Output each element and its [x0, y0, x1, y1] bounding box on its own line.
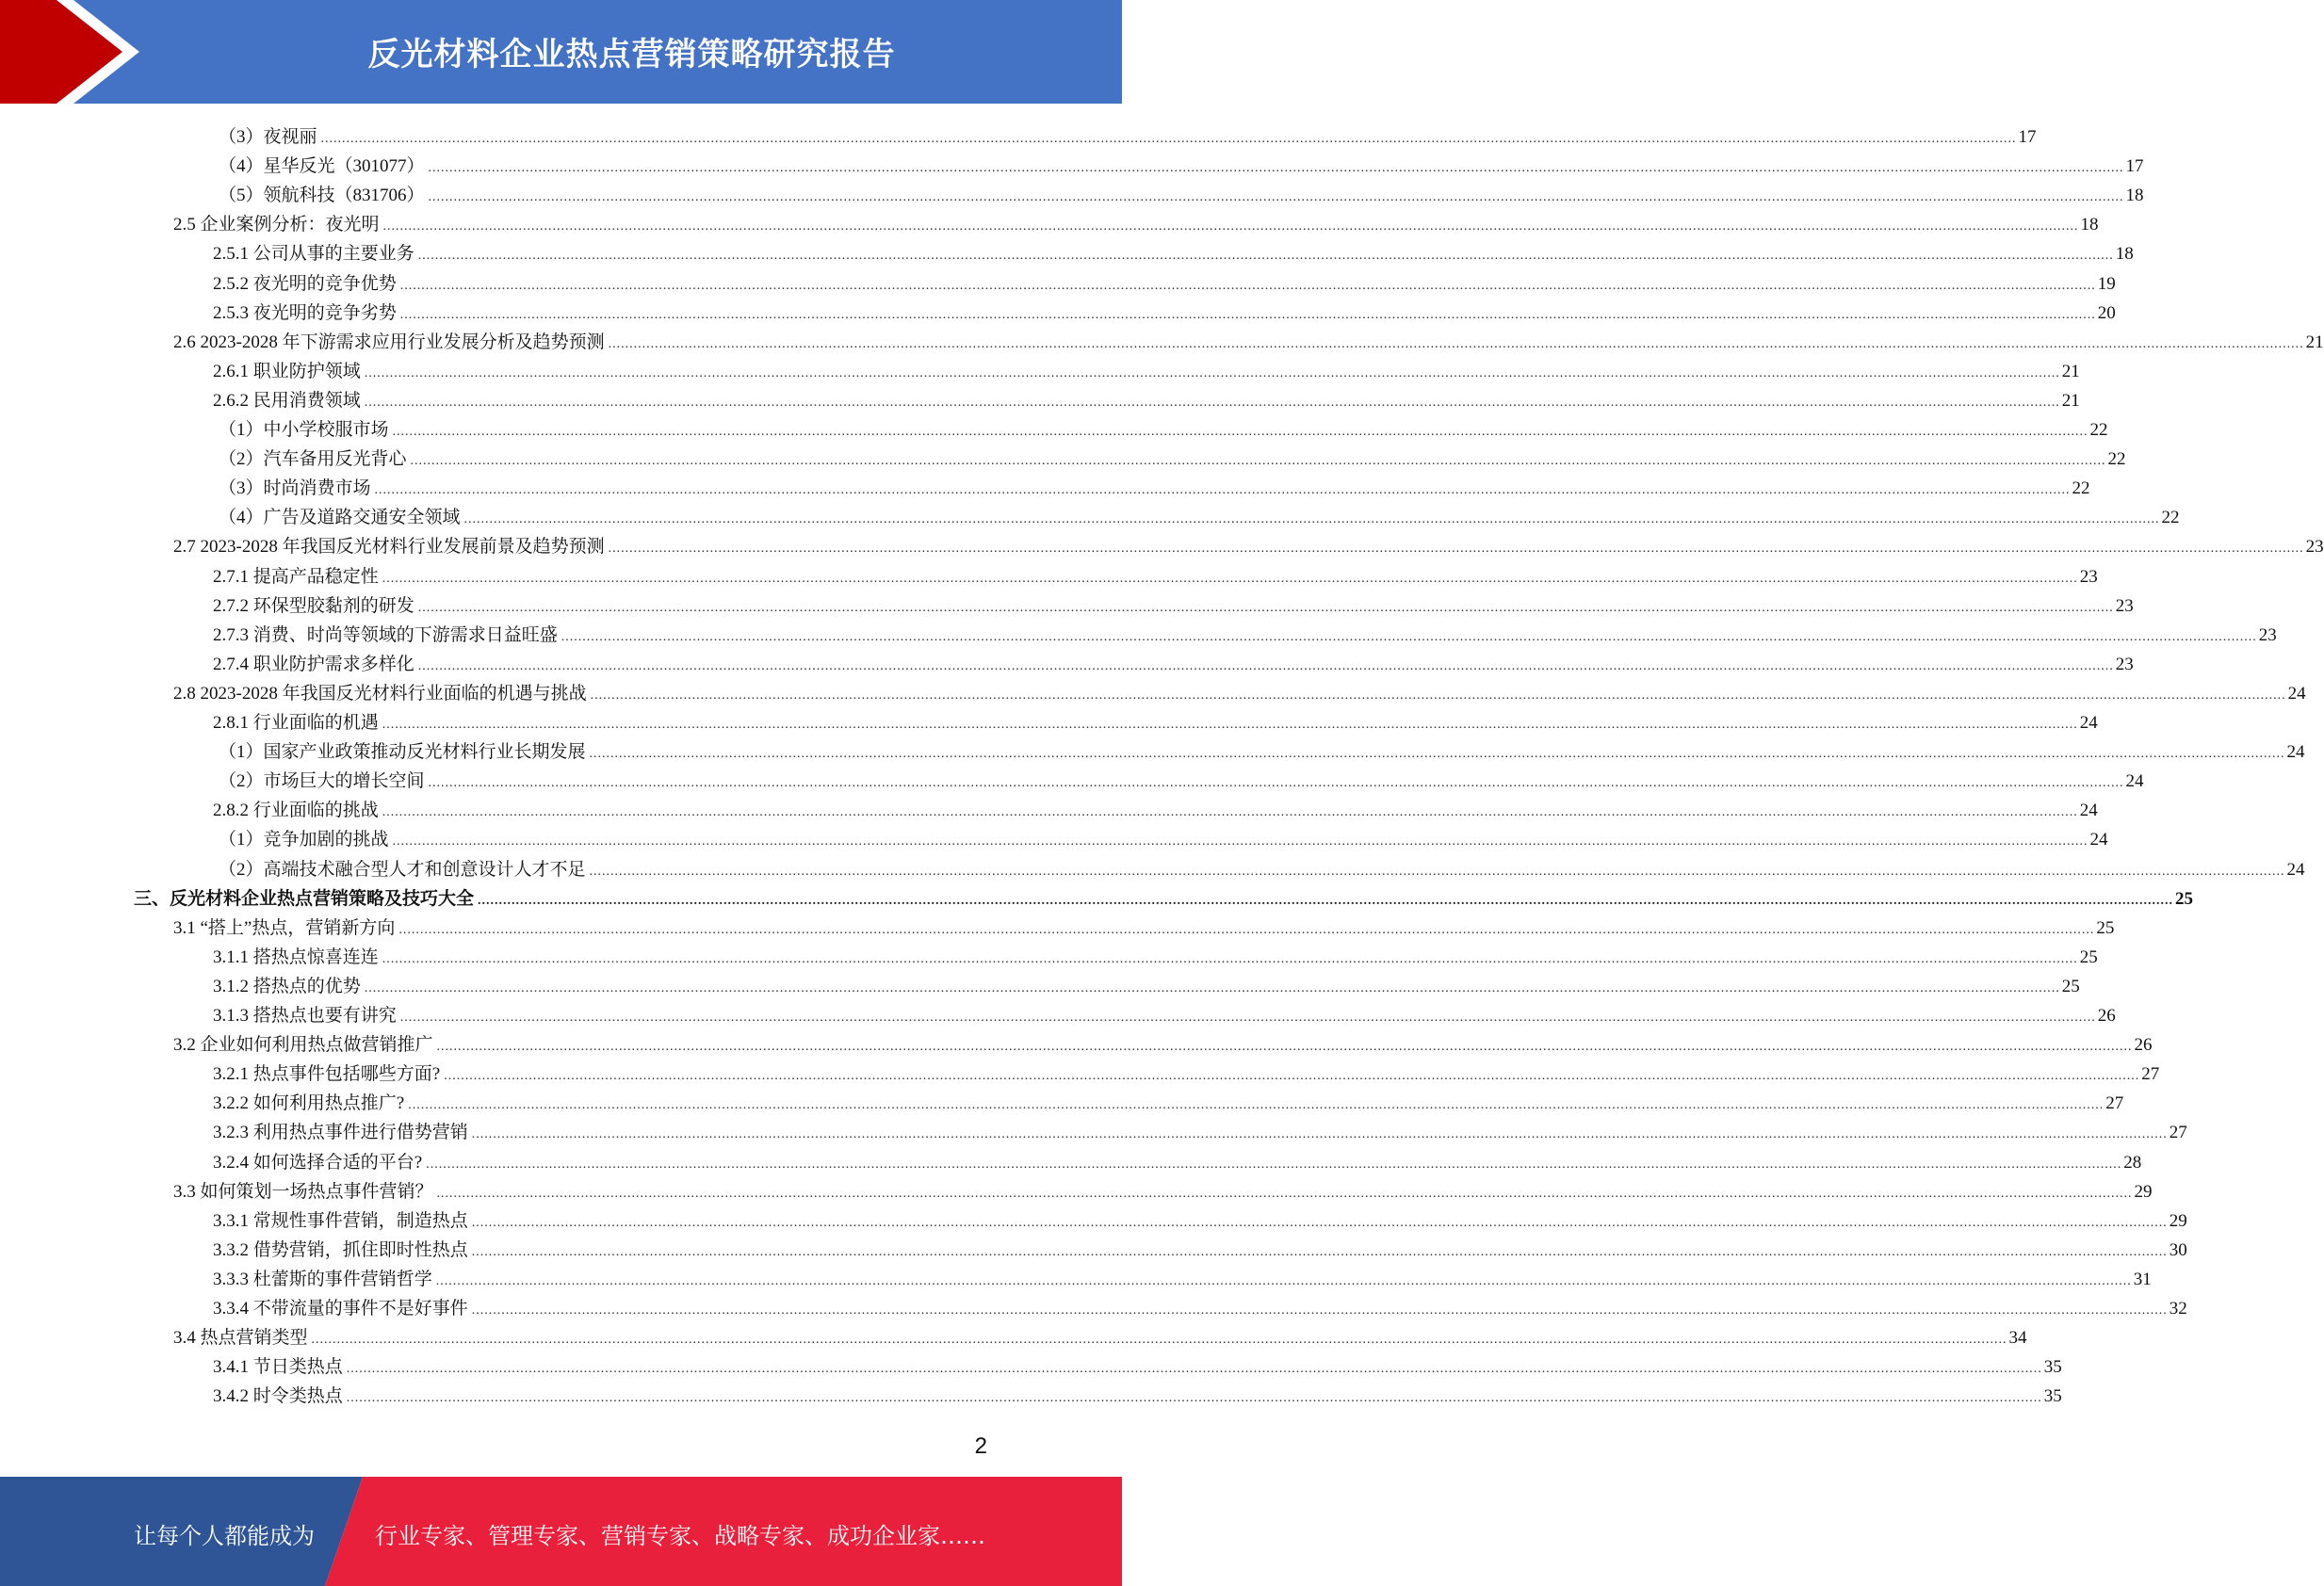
toc-entry[interactable]	[213, 997, 2116, 1027]
toc-leader-dots: ................................................................................................................................................................................................................................................................................................................................................................................................................	[471, 1244, 2168, 1259]
toc-leader-dots: ................................................................................................................................................................................................................................................................................................................................................................................................................	[392, 425, 2088, 439]
toc-entry[interactable]	[219, 441, 2126, 470]
toc-entry[interactable]	[213, 1232, 2187, 1261]
toc-entry-page: 29	[2134, 1181, 2153, 1202]
toc-leader-dots: ................................................................................................................................................................................................................................................................................................................................................................................................................	[408, 1098, 2105, 1113]
toc-entry-page: 23	[2079, 566, 2098, 587]
footer-slogan-right: 行业专家、管理专家、营销专家、战略专家、成功企业家……	[375, 1523, 985, 1549]
toc-entry[interactable]	[213, 1261, 2152, 1290]
toc-leader-dots: ................................................................................................................................................................................................................................................................................................................................................................................................................	[471, 1303, 2168, 1318]
toc-entry[interactable]	[219, 821, 2108, 850]
toc-entry-page: 18	[2080, 215, 2099, 235]
toc-entry[interactable]	[213, 968, 2080, 997]
toc-leader-dots: ................................................................................................................................................................................................................................................................................................................................................................................................................	[444, 1069, 2140, 1084]
toc-entry-title: 2.6.2 民用消费领域	[213, 390, 361, 411]
toc-leader-dots: ................................................................................................................................................................................................................................................................................................................................................................................................................	[346, 1391, 2042, 1406]
toc-entry-page: 21	[2305, 332, 2324, 352]
toc-entry-title: 3.2.4 如何选择合适的平台?	[213, 1152, 423, 1173]
toc-entry-title: 3.3.4 不带流量的事件不是好事件	[213, 1299, 468, 1319]
toc-entry[interactable]	[173, 910, 2115, 939]
toc-entry-page: 24	[2079, 801, 2098, 821]
toc-entry-page: 25	[2096, 917, 2115, 938]
toc-entry-title: （1）竞争加剧的挑战	[219, 830, 389, 850]
toc-entry[interactable]	[213, 646, 2134, 675]
toc-entry-title: 三、反光材料企业热点营销策略及技巧大全	[134, 888, 475, 909]
toc-entry[interactable]	[213, 235, 2134, 265]
toc-entry[interactable]	[213, 266, 2116, 295]
toc-entry-page: 25	[2061, 976, 2080, 996]
toc-entry[interactable]	[219, 177, 2144, 206]
toc-leader-dots: ................................................................................................................................................................................................................................................................................................................................................................................................................	[364, 365, 2060, 380]
page-header	[0, 0, 1122, 104]
toc-entry-page: 29	[2169, 1210, 2187, 1231]
toc-entry-page: 18	[2125, 186, 2144, 206]
toc-entry-page: 26	[2134, 1035, 2153, 1056]
toc-entry-title: 2.6.1 职业防护领域	[213, 361, 361, 381]
report-title: 反光材料企业热点营销策略研究报告	[367, 36, 896, 73]
toc-entry-title: 3.3 如何策划一场热点事件营销？	[173, 1181, 433, 1202]
toc-entry-page: 28	[2123, 1152, 2142, 1173]
toc-entry-title: 3.4.2 时令类热点	[213, 1386, 343, 1407]
header-arrow-decoration	[0, 0, 141, 104]
toc-leader-dots: ................................................................................................................................................................................................................................................................................................................................................................................................................	[463, 512, 2160, 527]
toc-leader-dots: ................................................................................................................................................................................................................................................................................................................................................................................................................	[471, 1127, 2168, 1142]
toc-entry-title: 3.1 “搭上”热点，营销新方向	[173, 917, 396, 938]
toc-entry-title: （4）星华反光（301077）	[219, 156, 425, 177]
toc-entry-page: 26	[2097, 1006, 2116, 1026]
toc-entry-title: 2.8 2023-2028 年我国反光材料行业面临的机遇与挑战	[173, 683, 587, 704]
toc-entry-title: （4）广告及道路交通安全领域	[219, 508, 461, 528]
toc-entry-title: 3.3.1 常规性事件营销，制造热点	[213, 1210, 468, 1231]
footer-slogan-left: 让每个人都能成为	[134, 1523, 315, 1549]
toc-leader-dots: ................................................................................................................................................................................................................................................................................................................................................................................................................	[417, 600, 2114, 615]
toc-entry-title: 3.2.1 热点事件包括哪些方面?	[213, 1064, 441, 1085]
toc-entry[interactable]	[213, 617, 2277, 646]
toc-entry-title: （5）领航科技（831706）	[219, 186, 425, 206]
toc-entry-page: 32	[2169, 1299, 2187, 1319]
toc-entry-title: 2.7.3 消费、时尚等领域的下游需求日益旺盛	[213, 624, 558, 645]
toc-leader-dots: ................................................................................................................................................................................................................................................................................................................................................................................................................	[589, 864, 2285, 879]
toc-entry-title: 2.8.1 行业面临的机遇	[213, 713, 379, 733]
toc-entry-title: （1）国家产业政策推动反光材料行业长期发展	[219, 742, 586, 763]
toc-leader-dots: ................................................................................................................................................................................................................................................................................................................................................................................................................	[382, 805, 2078, 820]
toc-leader-dots: ................................................................................................................................................................................................................................................................................................................................................................................................................	[382, 718, 2078, 732]
toc-leader-dots: ................................................................................................................................................................................................................................................................................................................................................................................................................	[436, 1040, 2133, 1055]
toc-entry[interactable]	[213, 1290, 2187, 1319]
toc-entry-title: 2.5.2 夜光明的竞争优势	[213, 273, 397, 294]
toc-entry[interactable]	[219, 412, 2108, 441]
page-number: 2	[974, 1433, 987, 1459]
toc-leader-dots: ................................................................................................................................................................................................................................................................................................................................................................................................................	[417, 249, 2114, 264]
toc-entry[interactable]	[173, 675, 2306, 704]
toc-entry[interactable]	[173, 1027, 2153, 1056]
toc-entry[interactable]	[219, 148, 2144, 177]
toc-entry-page: 30	[2169, 1239, 2187, 1260]
toc-leader-dots: ................................................................................................................................................................................................................................................................................................................................................................................................................	[399, 307, 2096, 322]
toc-entry-title: 3.1.1 搭热点惊喜连连	[213, 947, 379, 967]
toc-entry[interactable]	[173, 1173, 2153, 1203]
toc-leader-dots: ................................................................................................................................................................................................................................................................................................................................................................................................................	[364, 395, 2060, 410]
toc-entry-page: 25	[2079, 947, 2098, 967]
toc-entry-title: 2.8.2 行业面临的挑战	[213, 801, 379, 821]
toc-entry[interactable]	[213, 1349, 2062, 1378]
toc-leader-dots: ................................................................................................................................................................................................................................................................................................................................................................................................................	[374, 483, 2071, 498]
toc-entry-title: 3.2 企业如何利用热点做营销推广	[173, 1035, 433, 1056]
toc-entry[interactable]	[173, 1319, 2027, 1349]
toc-entry-page: 25	[2175, 888, 2194, 909]
toc-entry-page: 34	[2008, 1328, 2027, 1349]
toc-leader-dots: ................................................................................................................................................................................................................................................................................................................................................................................................................	[478, 893, 2174, 908]
toc-entry-page: 24	[2089, 830, 2108, 850]
toc-entry[interactable]	[134, 881, 2194, 910]
toc-entry[interactable]	[219, 470, 2090, 499]
toc-entry-title: 3.4.1 节日类热点	[213, 1357, 343, 1378]
toc-entry-title: 3.3.3 杜蕾斯的事件营销哲学	[213, 1269, 432, 1289]
toc-leader-dots: ................................................................................................................................................................................................................................................................................................................................................................................................................	[382, 951, 2078, 966]
toc-leader-dots: ................................................................................................................................................................................................................................................................................................................................................................................................................	[589, 747, 2285, 762]
toc-entry[interactable]	[213, 1056, 2160, 1085]
toc-entry-page: 22	[2161, 508, 2180, 528]
toc-entry-page: 21	[2061, 361, 2080, 381]
toc-entry[interactable]	[219, 499, 2180, 528]
toc-leader-dots: ................................................................................................................................................................................................................................................................................................................................................................................................................	[561, 629, 2257, 644]
toc-entry-page: 21	[2061, 390, 2080, 411]
toc-entry-page: 24	[2286, 742, 2305, 763]
toc-leader-dots: ................................................................................................................................................................................................................................................................................................................................................................................................................	[435, 1273, 2132, 1288]
toc-entry-page: 23	[2305, 537, 2324, 558]
toc-entry-page: 22	[2072, 478, 2090, 499]
toc-entry-title: 3.1.2 搭热点的优势	[213, 976, 361, 996]
toc-entry-title: （3）时尚消费市场	[219, 478, 371, 499]
toc-entry-title: （1）中小学校服市场	[219, 420, 389, 440]
toc-entry[interactable]	[213, 1203, 2187, 1232]
toc-entry-page: 27	[2141, 1064, 2160, 1085]
toc-entry[interactable]	[173, 324, 2324, 353]
toc-entry-page: 23	[2115, 595, 2134, 616]
toc-entry-page: 20	[2097, 302, 2116, 323]
toc-entry[interactable]	[213, 558, 2098, 588]
toc-entry-title: 2.5.1 公司从事的主要业务	[213, 244, 414, 265]
toc-entry-page: 27	[2169, 1123, 2187, 1143]
toc-entry-title: （3）夜视丽	[219, 127, 317, 147]
toc-entry[interactable]	[213, 1114, 2187, 1143]
toc-entry[interactable]	[213, 353, 2080, 382]
toc-leader-dots: ................................................................................................................................................................................................................................................................................................................................................................................................................	[382, 571, 2078, 586]
toc-entry-page: 24	[2125, 771, 2144, 792]
toc-entry-page: 19	[2097, 273, 2116, 294]
toc-entry[interactable]	[213, 1144, 2142, 1173]
toc-leader-dots: ................................................................................................................................................................................................................................................................................................................................................................................................................	[398, 922, 2095, 937]
toc-entry[interactable]	[213, 295, 2116, 324]
toc-leader-dots: ................................................................................................................................................................................................................................................................................................................................................................................................................	[471, 1215, 2168, 1230]
toc-leader-dots: ................................................................................................................................................................................................................................................................................................................................................................................................................	[410, 454, 2106, 469]
toc-entry-page: 35	[2043, 1386, 2062, 1407]
toc-leader-dots: ................................................................................................................................................................................................................................................................................................................................................................................................................	[426, 1157, 2122, 1172]
toc-leader-dots: ................................................................................................................................................................................................................................................................................................................................................................................................................	[608, 542, 2304, 557]
toc-entry-page: 17	[2018, 127, 2037, 147]
toc-entry-title: 2.5 企业案例分析：夜光明	[173, 215, 380, 235]
toc-entry-title: （2）市场巨大的增长空间	[219, 771, 425, 792]
toc-entry[interactable]	[219, 119, 2037, 148]
toc-leader-dots: ................................................................................................................................................................................................................................................................................................................................................................................................................	[399, 278, 2096, 293]
toc-entry-page: 24	[2287, 683, 2306, 704]
toc-entry[interactable]	[213, 1378, 2062, 1407]
toc-leader-dots: ................................................................................................................................................................................................................................................................................................................................................................................................................	[417, 658, 2114, 673]
toc-leader-dots: ................................................................................................................................................................................................................................................................................................................................................................................................................	[346, 1362, 2042, 1377]
toc-leader-dots: ................................................................................................................................................................................................................................................................................................................................................................................................................	[428, 161, 2124, 176]
toc-entry[interactable]	[173, 528, 2324, 558]
toc-entry-page: 24	[2286, 859, 2305, 880]
toc-entry[interactable]	[213, 939, 2098, 968]
toc-entry[interactable]	[219, 851, 2305, 881]
toc-entry-title: 3.4 热点营销类型	[173, 1328, 308, 1349]
toc-entry-page: 18	[2115, 244, 2134, 265]
toc-entry[interactable]	[219, 734, 2305, 763]
toc-entry-title: 3.2.2 如何利用热点推广?	[213, 1093, 405, 1114]
toc-leader-dots: ................................................................................................................................................................................................................................................................................................................................................................................................................	[320, 132, 2017, 146]
toc-entry-page: 27	[2105, 1093, 2124, 1114]
toc-leader-dots: ................................................................................................................................................................................................................................................................................................................................................................................................................	[399, 1011, 2096, 1025]
toc-entry[interactable]	[213, 588, 2134, 617]
toc-leader-dots: ................................................................................................................................................................................................................................................................................................................................................................................................................	[608, 336, 2304, 351]
toc-leader-dots: ................................................................................................................................................................................................................................................................................................................................................................................................................	[311, 1333, 2007, 1348]
toc-entry-page: 23	[2115, 654, 2134, 674]
toc-entry-title: 2.7.1 提高产品稳定性	[213, 566, 379, 587]
toc-leader-dots: ................................................................................................................................................................................................................................................................................................................................................................................................................	[364, 980, 2060, 995]
toc-entry-title: 2.7.4 职业防护需求多样化	[213, 654, 414, 674]
toc-entry-page: 31	[2133, 1269, 2152, 1289]
toc-leader-dots: ................................................................................................................................................................................................................................................................................................................................................................................................................	[382, 219, 2079, 235]
toc-entry-page: 23	[2258, 624, 2277, 645]
toc-entry-page: 35	[2043, 1357, 2062, 1378]
toc-entry-title: 2.5.3 夜光明的竞争劣势	[213, 302, 397, 323]
toc-leader-dots: ................................................................................................................................................................................................................................................................................................................................................................................................................	[392, 834, 2088, 850]
toc-entry-title: （2）汽车备用反光背心	[219, 449, 407, 470]
page-footer	[0, 1477, 1122, 1586]
toc-entry[interactable]	[213, 1085, 2124, 1114]
toc-leader-dots: ................................................................................................................................................................................................................................................................................................................................................................................................................	[428, 190, 2124, 205]
toc-entry-title: 3.3.2 借势营销，抓住即时性热点	[213, 1239, 468, 1260]
toc-entry[interactable]	[213, 792, 2098, 821]
toc-entry-page: 17	[2125, 156, 2144, 177]
toc-entry-page: 22	[2107, 449, 2126, 470]
toc-entry-page: 24	[2079, 713, 2098, 733]
toc-entry-title: 3.1.3 搭热点也要有讲究	[213, 1006, 397, 1026]
toc-entry-title: 2.7 2023-2028 年我国反光材料行业发展前景及趋势预测	[173, 537, 605, 558]
toc-entry[interactable]	[213, 704, 2098, 734]
toc-entry-title: （2）高端技术融合型人才和创意设计人才不足	[219, 859, 586, 880]
toc-entry-title: 2.6 2023-2028 年下游需求应用行业发展分析及趋势预测	[173, 332, 605, 352]
toc-entry-title: 2.7.2 环保型胶黏剂的研发	[213, 595, 414, 616]
toc-entry[interactable]	[219, 763, 2144, 792]
toc-entry[interactable]	[173, 206, 2099, 235]
toc-entry-title: 3.2.3 利用热点事件进行借势营销	[213, 1123, 468, 1143]
toc-leader-dots: ................................................................................................................................................................................................................................................................................................................................................................................................................	[428, 776, 2124, 791]
toc-entry-page: 22	[2089, 420, 2108, 440]
toc-leader-dots: ................................................................................................................................................................................................................................................................................................................................................................................................................	[436, 1186, 2133, 1201]
toc-entry[interactable]	[213, 382, 2080, 412]
toc-leader-dots: ................................................................................................................................................................................................................................................................................................................................................................................................................	[590, 688, 2286, 703]
